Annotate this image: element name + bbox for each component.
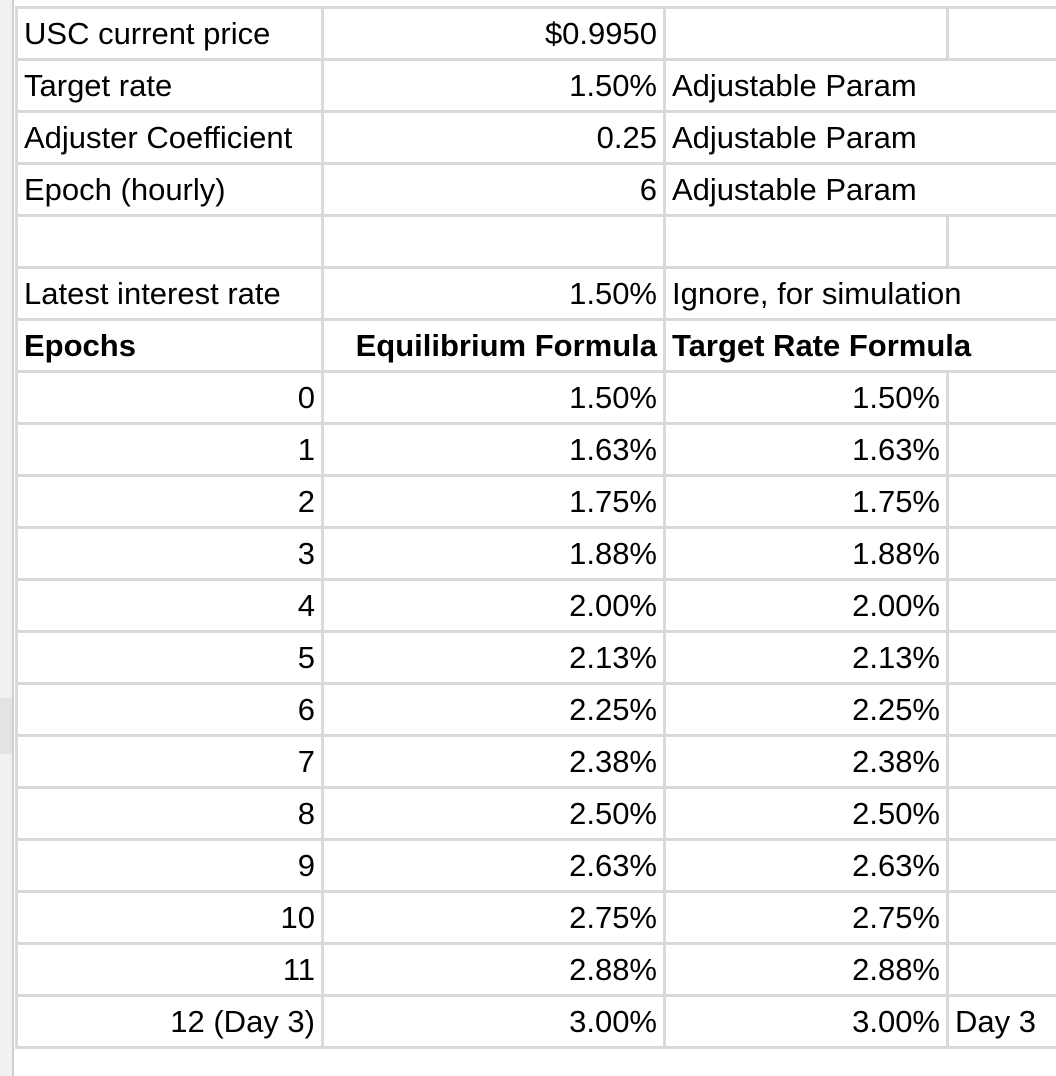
cell-param-note[interactable]: Adjustable Param bbox=[665, 164, 948, 216]
cell-param-note[interactable] bbox=[665, 8, 948, 60]
cell-target-rate[interactable]: 2.88% bbox=[665, 944, 948, 996]
cell-param-value[interactable]: 0.25 bbox=[323, 112, 665, 164]
table-row bbox=[17, 580, 1056, 632]
cell-empty[interactable] bbox=[948, 60, 1056, 112]
cell-equilibrium[interactable]: 1.75% bbox=[323, 476, 665, 528]
cell-epoch[interactable]: 12 (Day 3) bbox=[17, 996, 323, 1048]
header-epochs[interactable]: Epochs bbox=[17, 320, 323, 372]
cell-latest-note[interactable]: Ignore, for simulation bbox=[665, 268, 948, 320]
table-row bbox=[17, 944, 1056, 996]
cell-param-label[interactable]: USC current price bbox=[17, 8, 323, 60]
cell-epoch[interactable]: 11 bbox=[17, 944, 323, 996]
cell-epoch[interactable]: 8 bbox=[17, 788, 323, 840]
param-row-adjuster-coefficient bbox=[17, 112, 1056, 164]
cell-equilibrium[interactable]: 2.00% bbox=[323, 580, 665, 632]
cell-empty[interactable] bbox=[665, 216, 948, 268]
cell-epoch[interactable]: 3 bbox=[17, 528, 323, 580]
param-row-usc-price bbox=[17, 8, 1056, 60]
cell-empty[interactable] bbox=[948, 268, 1056, 320]
cell-note[interactable] bbox=[948, 736, 1056, 788]
cell-param-note[interactable]: Adjustable Param bbox=[665, 112, 948, 164]
cell-note[interactable] bbox=[948, 892, 1056, 944]
table-row bbox=[17, 632, 1056, 684]
cell-target-rate[interactable]: 1.88% bbox=[665, 528, 948, 580]
cell-note[interactable]: Day 3 bbox=[948, 996, 1056, 1048]
cell-equilibrium[interactable]: 2.63% bbox=[323, 840, 665, 892]
cell-target-rate[interactable]: 2.63% bbox=[665, 840, 948, 892]
cell-epoch[interactable]: 5 bbox=[17, 632, 323, 684]
param-row-epoch bbox=[17, 164, 1056, 216]
cell-note[interactable] bbox=[948, 424, 1056, 476]
cell-target-rate[interactable]: 2.38% bbox=[665, 736, 948, 788]
cell-note[interactable] bbox=[948, 580, 1056, 632]
cell-param-value[interactable]: 1.50% bbox=[323, 60, 665, 112]
cell-empty[interactable] bbox=[948, 112, 1056, 164]
cell-equilibrium[interactable]: 2.75% bbox=[323, 892, 665, 944]
cell-target-rate[interactable]: 2.00% bbox=[665, 580, 948, 632]
table-row bbox=[17, 476, 1056, 528]
cell-target-rate[interactable]: 3.00% bbox=[665, 996, 948, 1048]
cell-target-rate[interactable]: 1.50% bbox=[665, 372, 948, 424]
cell-epoch[interactable]: 10 bbox=[17, 892, 323, 944]
table-row bbox=[17, 892, 1056, 944]
cell-target-rate[interactable]: 1.63% bbox=[665, 424, 948, 476]
cell-equilibrium[interactable]: 1.50% bbox=[323, 372, 665, 424]
table-row bbox=[17, 788, 1056, 840]
cell-latest-label[interactable]: Latest interest rate bbox=[17, 268, 323, 320]
cell-equilibrium[interactable]: 1.88% bbox=[323, 528, 665, 580]
cell-param-label[interactable]: Adjuster Coefficient bbox=[17, 112, 323, 164]
cell-epoch[interactable]: 4 bbox=[17, 580, 323, 632]
cell-empty[interactable] bbox=[17, 216, 323, 268]
table-row bbox=[17, 372, 1056, 424]
cell-equilibrium[interactable]: 1.63% bbox=[323, 424, 665, 476]
table-row bbox=[17, 996, 1056, 1048]
cell-empty[interactable] bbox=[948, 164, 1056, 216]
cell-param-value[interactable]: 6 bbox=[323, 164, 665, 216]
cell-epoch[interactable]: 9 bbox=[17, 840, 323, 892]
cell-empty[interactable] bbox=[323, 216, 665, 268]
cell-equilibrium[interactable]: 3.00% bbox=[323, 996, 665, 1048]
cell-table bbox=[15, 6, 1056, 1049]
cell-param-label[interactable]: Epoch (hourly) bbox=[17, 164, 323, 216]
cell-epoch[interactable]: 7 bbox=[17, 736, 323, 788]
cell-note[interactable] bbox=[948, 632, 1056, 684]
cell-param-value[interactable]: $0.9950 bbox=[323, 8, 665, 60]
cell-note[interactable] bbox=[948, 684, 1056, 736]
cell-epoch[interactable]: 2 bbox=[17, 476, 323, 528]
cell-note[interactable] bbox=[948, 840, 1056, 892]
cell-equilibrium[interactable]: 2.13% bbox=[323, 632, 665, 684]
cell-epoch[interactable]: 0 bbox=[17, 372, 323, 424]
latest-rate-row bbox=[17, 268, 1056, 320]
param-row-target-rate bbox=[17, 60, 1056, 112]
empty-row bbox=[17, 216, 1056, 268]
cell-equilibrium[interactable]: 2.50% bbox=[323, 788, 665, 840]
cell-latest-value[interactable]: 1.50% bbox=[323, 268, 665, 320]
table-row bbox=[17, 684, 1056, 736]
cell-note[interactable] bbox=[948, 528, 1056, 580]
cell-equilibrium[interactable]: 2.88% bbox=[323, 944, 665, 996]
cell-note[interactable] bbox=[948, 476, 1056, 528]
cell-empty[interactable] bbox=[948, 216, 1056, 268]
cell-target-rate[interactable]: 1.75% bbox=[665, 476, 948, 528]
cell-equilibrium[interactable]: 2.25% bbox=[323, 684, 665, 736]
table-row bbox=[17, 528, 1056, 580]
cell-note[interactable] bbox=[948, 372, 1056, 424]
cell-param-label[interactable]: Target rate bbox=[17, 60, 323, 112]
cell-note[interactable] bbox=[948, 944, 1056, 996]
cell-note[interactable] bbox=[948, 788, 1056, 840]
table-row bbox=[17, 840, 1056, 892]
header-equilibrium-formula[interactable]: Equilibrium Formula bbox=[323, 320, 665, 372]
table-header-row bbox=[17, 320, 1056, 372]
cell-target-rate[interactable]: 2.25% bbox=[665, 684, 948, 736]
header-target-rate-formula[interactable]: Target Rate Formula bbox=[665, 320, 948, 372]
cell-equilibrium[interactable]: 2.38% bbox=[323, 736, 665, 788]
cell-target-rate[interactable]: 2.13% bbox=[665, 632, 948, 684]
cell-target-rate[interactable]: 2.50% bbox=[665, 788, 948, 840]
table-row bbox=[17, 424, 1056, 476]
cell-epoch[interactable]: 1 bbox=[17, 424, 323, 476]
cell-epoch[interactable]: 6 bbox=[17, 684, 323, 736]
cell-param-note[interactable]: Adjustable Param bbox=[665, 60, 948, 112]
table-row bbox=[17, 736, 1056, 788]
cell-target-rate[interactable]: 2.75% bbox=[665, 892, 948, 944]
cell-empty[interactable] bbox=[948, 8, 1056, 60]
